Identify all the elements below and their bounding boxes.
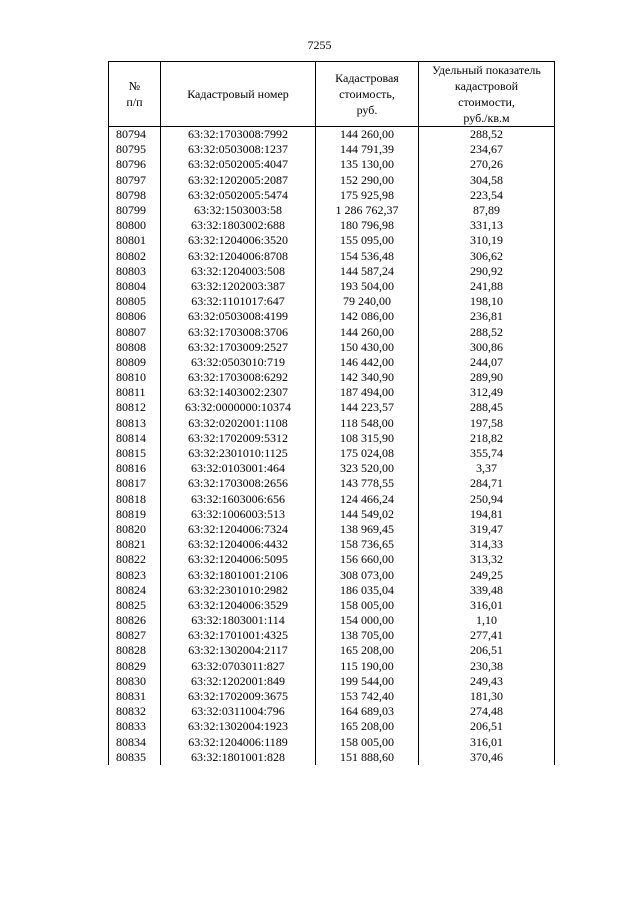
row-number-cell: 80815 (109, 446, 161, 461)
specific-value-cell: 87,89 (419, 203, 555, 218)
row-number-cell: 80800 (109, 218, 161, 233)
table-row (109, 431, 555, 446)
cadastral-value-cell: 144 587,24 (316, 264, 419, 279)
row-number-cell: 80794 (109, 127, 161, 143)
cadastral-value-cell: 143 778,55 (316, 476, 419, 491)
table-row (109, 446, 555, 461)
specific-value-cell: 289,90 (419, 370, 555, 385)
specific-value-cell: 355,74 (419, 446, 555, 461)
row-number-cell: 80835 (109, 750, 161, 765)
table-row (109, 416, 555, 431)
table-row (109, 324, 555, 339)
cadastral-value-table (108, 61, 555, 765)
specific-value-cell: 316,01 (419, 598, 555, 613)
table-row (109, 628, 555, 643)
cadastral-number-cell: 63:32:1603006:656 (161, 492, 316, 507)
row-number-cell: 80798 (109, 188, 161, 203)
specific-value-cell: 197,58 (419, 416, 555, 431)
cadastral-number-cell: 63:32:0103001:464 (161, 461, 316, 476)
table-row (109, 689, 555, 704)
cadastral-value-cell: 154 536,48 (316, 249, 419, 264)
cadastral-value-cell: 144 260,00 (316, 324, 419, 339)
cadastral-number-cell: 63:32:0000000:10374 (161, 400, 316, 415)
cadastral-number-cell: 63:32:1302004:2117 (161, 643, 316, 658)
table-row (109, 249, 555, 264)
cadastral-number-cell: 63:32:1701001:4325 (161, 628, 316, 643)
row-number-cell: 80811 (109, 385, 161, 400)
cadastral-number-cell: 63:32:1202005:2087 (161, 173, 316, 188)
cadastral-number-cell: 63:32:0503010:719 (161, 355, 316, 370)
cadastral-number-cell: 63:32:1204006:7324 (161, 522, 316, 537)
row-number-cell: 80826 (109, 613, 161, 628)
specific-value-cell: 3,37 (419, 461, 555, 476)
cadastral-value-cell: 165 208,00 (316, 643, 419, 658)
specific-value-cell: 288,52 (419, 127, 555, 143)
cadastral-number-cell: 63:32:1703008:2656 (161, 476, 316, 491)
specific-value-cell: 223,54 (419, 188, 555, 203)
table-row (109, 157, 555, 172)
row-number-cell: 80807 (109, 324, 161, 339)
row-number-cell: 80823 (109, 567, 161, 582)
row-number-cell: 80803 (109, 264, 161, 279)
table-row (109, 340, 555, 355)
cadastral-value-cell: 79 240,00 (316, 294, 419, 309)
specific-value-cell: 319,47 (419, 522, 555, 537)
cadastral-number-cell: 63:32:1006003:513 (161, 507, 316, 522)
specific-value-cell: 310,19 (419, 233, 555, 248)
row-number-cell: 80814 (109, 431, 161, 446)
table-row (109, 385, 555, 400)
cadastral-value-cell: 144 260,00 (316, 127, 419, 143)
table-row (109, 233, 555, 248)
cadastral-value-cell: 323 520,00 (316, 461, 419, 476)
specific-value-cell: 241,88 (419, 279, 555, 294)
row-number-cell: 80813 (109, 416, 161, 431)
row-number-cell: 80817 (109, 476, 161, 491)
cadastral-number-cell: 63:32:1202001:849 (161, 674, 316, 689)
table-row (109, 188, 555, 203)
specific-value-cell: 316,01 (419, 735, 555, 750)
row-number-cell: 80825 (109, 598, 161, 613)
row-number-cell: 80804 (109, 279, 161, 294)
table-row (109, 294, 555, 309)
table-row (109, 355, 555, 370)
row-number-cell: 80812 (109, 400, 161, 415)
table-row (109, 659, 555, 674)
specific-value-cell: 304,58 (419, 173, 555, 188)
cadastral-value-cell: 151 888,60 (316, 750, 419, 765)
table-body (109, 127, 555, 765)
table-row (109, 461, 555, 476)
table-row (109, 218, 555, 233)
cadastral-number-cell: 63:32:1403002:2307 (161, 385, 316, 400)
specific-value-cell: 290,92 (419, 264, 555, 279)
table-row (109, 750, 555, 765)
table-row (109, 127, 555, 143)
table-header (109, 62, 555, 127)
cadastral-value-cell: 124 466,24 (316, 492, 419, 507)
specific-value-cell: 230,38 (419, 659, 555, 674)
cadastral-value-cell: 155 095,00 (316, 233, 419, 248)
cadastral-value-cell: 138 969,45 (316, 522, 419, 537)
specific-value-cell: 339,48 (419, 583, 555, 598)
table-row (109, 492, 555, 507)
cadastral-number-cell: 63:32:1204006:8708 (161, 249, 316, 264)
specific-value-cell: 234,67 (419, 142, 555, 157)
row-number-cell: 80828 (109, 643, 161, 658)
cadastral-value-cell: 146 442,00 (316, 355, 419, 370)
cadastral-value-cell: 158 005,00 (316, 598, 419, 613)
row-number-cell: 80834 (109, 735, 161, 750)
row-number-cell: 80808 (109, 340, 161, 355)
cadastral-value-cell: 138 705,00 (316, 628, 419, 643)
cadastral-value-cell: 199 544,00 (316, 674, 419, 689)
row-number-cell: 80824 (109, 583, 161, 598)
row-number-cell: 80805 (109, 294, 161, 309)
cadastral-number-cell: 63:32:0502005:4047 (161, 157, 316, 172)
cadastral-value-cell: 308 073,00 (316, 567, 419, 582)
specific-value-cell: 198,10 (419, 294, 555, 309)
specific-value-cell: 284,71 (419, 476, 555, 491)
cadastral-number-cell: 63:32:1703008:7992 (161, 127, 316, 143)
cadastral-value-cell: 1 286 762,37 (316, 203, 419, 218)
cadastral-value-cell: 115 190,00 (316, 659, 419, 674)
specific-value-cell: 1,10 (419, 613, 555, 628)
specific-value-cell: 370,46 (419, 750, 555, 765)
specific-value-cell: 181,30 (419, 689, 555, 704)
row-number-cell: 80822 (109, 552, 161, 567)
row-number-cell: 80832 (109, 704, 161, 719)
specific-value-cell: 312,49 (419, 385, 555, 400)
specific-value-cell: 249,25 (419, 567, 555, 582)
cadastral-number-cell: 63:32:0502005:5474 (161, 188, 316, 203)
cadastral-number-cell: 63:32:1302004:1923 (161, 719, 316, 734)
cadastral-number-cell: 63:32:1204006:1189 (161, 735, 316, 750)
specific-value-cell: 206,51 (419, 643, 555, 658)
cadastral-number-cell: 63:32:1204006:3520 (161, 233, 316, 248)
table-row (109, 674, 555, 689)
cadastral-value-cell: 186 035,04 (316, 583, 419, 598)
header-row (109, 62, 555, 127)
table-row (109, 370, 555, 385)
cadastral-number-cell: 63:32:1702009:3675 (161, 689, 316, 704)
row-number-cell: 80802 (109, 249, 161, 264)
row-number-cell: 80818 (109, 492, 161, 507)
cadastral-number-cell: 63:32:1204006:4432 (161, 537, 316, 552)
row-number-cell: 80821 (109, 537, 161, 552)
cadastral-value-cell: 135 130,00 (316, 157, 419, 172)
cadastral-number-cell: 63:32:0703011:827 (161, 659, 316, 674)
cadastral-value-cell: 144 223,57 (316, 400, 419, 415)
specific-value-cell: 313,32 (419, 552, 555, 567)
specific-value-cell: 314,33 (419, 537, 555, 552)
table-row (109, 279, 555, 294)
table-row (109, 476, 555, 491)
cadastral-number-cell: 63:32:1202003:387 (161, 279, 316, 294)
cadastral-value-cell: 156 660,00 (316, 552, 419, 567)
specific-value-cell: 206,51 (419, 719, 555, 734)
specific-value-cell: 194,81 (419, 507, 555, 522)
specific-value-cell: 274,48 (419, 704, 555, 719)
cadastral-value-cell: 175 925,98 (316, 188, 419, 203)
specific-value-cell: 236,81 (419, 309, 555, 324)
cadastral-value-cell: 187 494,00 (316, 385, 419, 400)
cadastral-value-cell: 118 548,00 (316, 416, 419, 431)
cadastral-value-cell: 175 024,08 (316, 446, 419, 461)
row-number-cell: 80833 (109, 719, 161, 734)
header-specific-value: Удельный показатель кадастровой стоимости, руб./кв.м (419, 62, 555, 127)
header-row-number: № п/п (109, 62, 161, 127)
cadastral-value-cell: 165 208,00 (316, 719, 419, 734)
header-cadastral-value: Кадастровая стоимость, руб. (316, 62, 419, 127)
row-number-cell: 80795 (109, 142, 161, 157)
row-number-cell: 80820 (109, 522, 161, 537)
table-row (109, 704, 555, 719)
row-number-cell: 80831 (109, 689, 161, 704)
row-number-cell: 80806 (109, 309, 161, 324)
table-row (109, 522, 555, 537)
row-number-cell: 80810 (109, 370, 161, 385)
cadastral-number-cell: 63:32:1703008:3706 (161, 324, 316, 339)
specific-value-cell: 277,41 (419, 628, 555, 643)
cadastral-value-cell: 144 791,39 (316, 142, 419, 157)
specific-value-cell: 244,07 (419, 355, 555, 370)
cadastral-number-cell: 63:32:1803002:688 (161, 218, 316, 233)
table-row (109, 583, 555, 598)
specific-value-cell: 270,26 (419, 157, 555, 172)
table-row (109, 203, 555, 218)
cadastral-number-cell: 63:32:2301010:1125 (161, 446, 316, 461)
cadastral-number-cell: 63:32:1204006:5095 (161, 552, 316, 567)
row-number-cell: 80830 (109, 674, 161, 689)
cadastral-value-cell: 150 430,00 (316, 340, 419, 355)
row-number-cell: 80827 (109, 628, 161, 643)
header-cadastral-number: Кадастровый номер (161, 62, 316, 127)
cadastral-number-cell: 63:32:0202001:1108 (161, 416, 316, 431)
table-row (109, 173, 555, 188)
cadastral-value-cell: 193 504,00 (316, 279, 419, 294)
cadastral-number-cell: 63:32:1801001:828 (161, 750, 316, 765)
table-row (109, 400, 555, 415)
table-row (109, 507, 555, 522)
cadastral-value-cell: 153 742,40 (316, 689, 419, 704)
table-row (109, 598, 555, 613)
cadastral-value-cell: 152 290,00 (316, 173, 419, 188)
cadastral-value-cell: 158 736,65 (316, 537, 419, 552)
specific-value-cell: 218,82 (419, 431, 555, 446)
cadastral-number-cell: 63:32:0503008:1237 (161, 142, 316, 157)
row-number-cell: 80819 (109, 507, 161, 522)
table-row (109, 567, 555, 582)
cadastral-value-cell: 142 086,00 (316, 309, 419, 324)
table-row (109, 552, 555, 567)
row-number-cell: 80796 (109, 157, 161, 172)
page-number: 7255 (307, 38, 332, 52)
cadastral-number-cell: 63:32:1702009:5312 (161, 431, 316, 446)
cadastral-value-cell: 158 005,00 (316, 735, 419, 750)
row-number-cell: 80809 (109, 355, 161, 370)
table-row (109, 264, 555, 279)
table-row (109, 537, 555, 552)
cadastral-number-cell: 63:32:1204006:3529 (161, 598, 316, 613)
cadastral-number-cell: 63:32:0503008:4199 (161, 309, 316, 324)
cadastral-value-cell: 164 689,03 (316, 704, 419, 719)
specific-value-cell: 300,86 (419, 340, 555, 355)
row-number-cell: 80829 (109, 659, 161, 674)
table-row (109, 719, 555, 734)
cadastral-number-cell: 63:32:1703009:2527 (161, 340, 316, 355)
row-number-cell: 80799 (109, 203, 161, 218)
specific-value-cell: 331,13 (419, 218, 555, 233)
cadastral-number-cell: 63:32:1703008:6292 (161, 370, 316, 385)
specific-value-cell: 288,45 (419, 400, 555, 415)
table-row (109, 643, 555, 658)
cadastral-value-cell: 142 340,90 (316, 370, 419, 385)
specific-value-cell: 288,52 (419, 324, 555, 339)
cadastral-number-cell: 63:32:1503003:58 (161, 203, 316, 218)
cadastral-value-cell: 144 549,02 (316, 507, 419, 522)
cadastral-number-cell: 63:32:1101017:647 (161, 294, 316, 309)
table-row (109, 142, 555, 157)
cadastral-number-cell: 63:32:2301010:2982 (161, 583, 316, 598)
cadastral-number-cell: 63:32:1204003:508 (161, 264, 316, 279)
cadastral-number-cell: 63:32:1801001:2106 (161, 567, 316, 582)
cadastral-value-cell: 154 000,00 (316, 613, 419, 628)
cadastral-number-cell: 63:32:0311004:796 (161, 704, 316, 719)
cadastral-number-cell: 63:32:1803001:114 (161, 613, 316, 628)
table-row (109, 613, 555, 628)
specific-value-cell: 306,62 (419, 249, 555, 264)
cadastral-value-cell: 108 315,90 (316, 431, 419, 446)
row-number-cell: 80797 (109, 173, 161, 188)
table-row (109, 735, 555, 750)
table-row (109, 309, 555, 324)
specific-value-cell: 250,94 (419, 492, 555, 507)
row-number-cell: 80801 (109, 233, 161, 248)
row-number-cell: 80816 (109, 461, 161, 476)
cadastral-value-cell: 180 796,98 (316, 218, 419, 233)
specific-value-cell: 249,43 (419, 674, 555, 689)
